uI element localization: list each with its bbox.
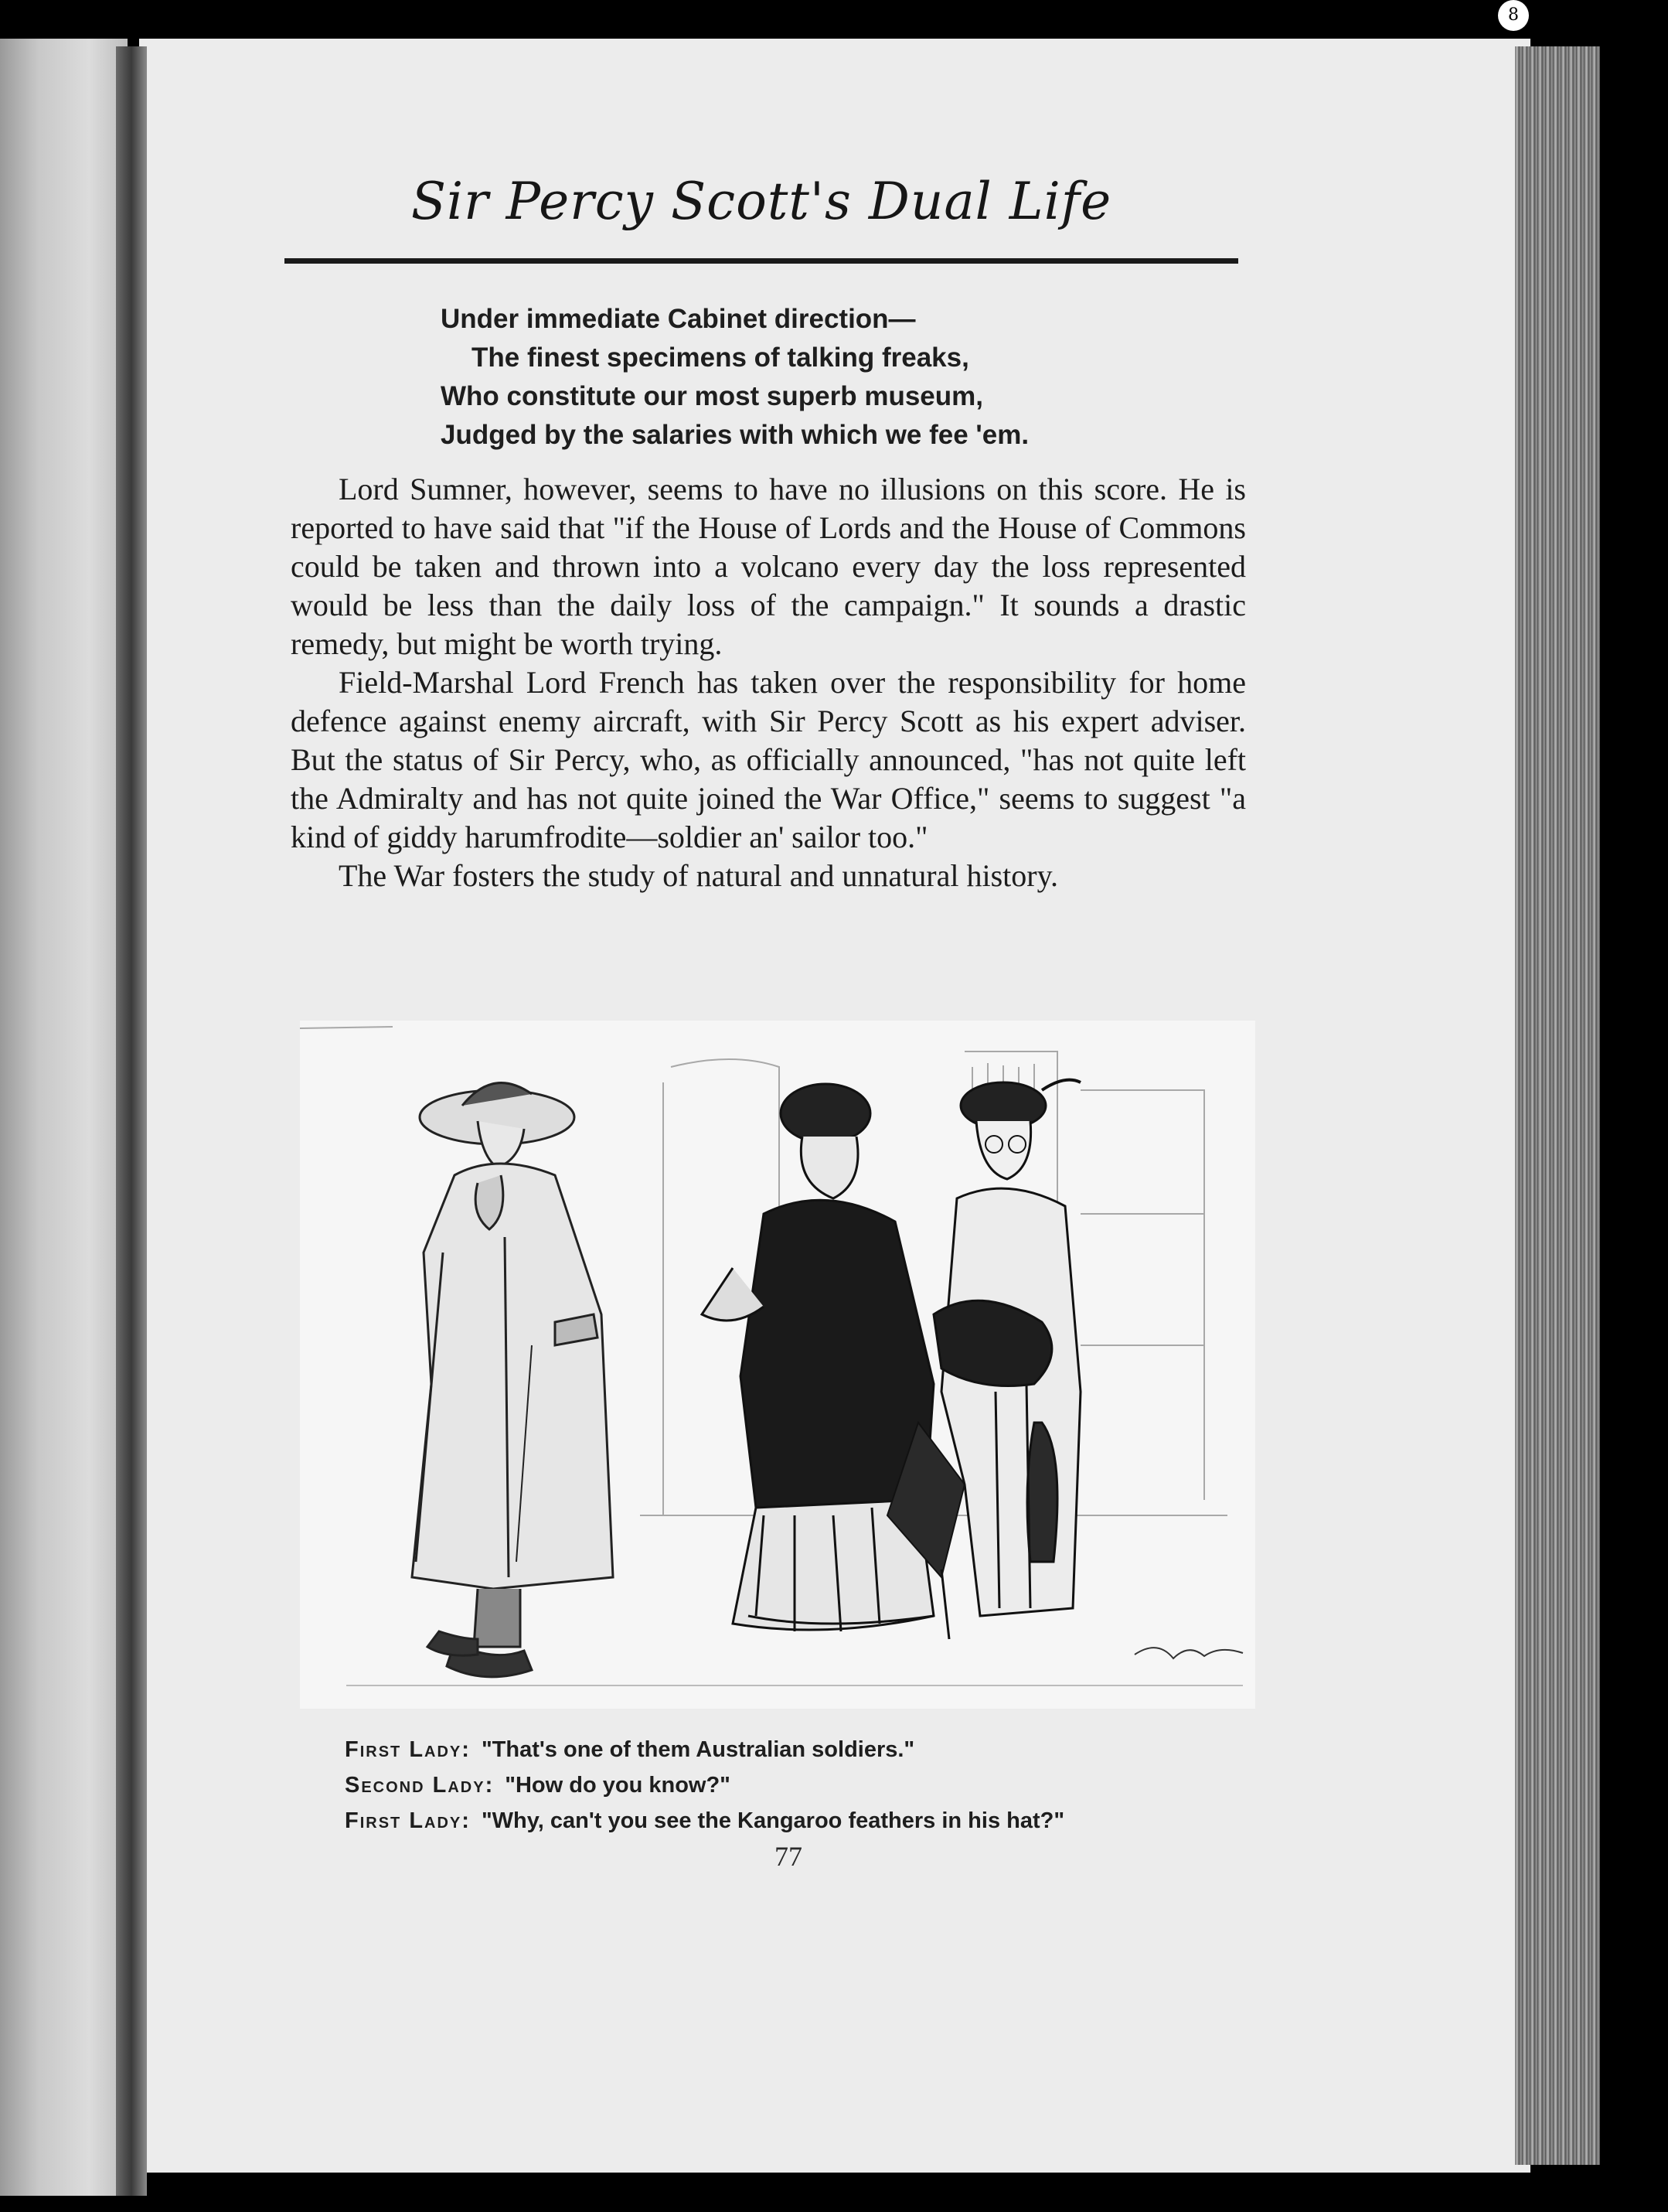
artist-signature <box>1135 1648 1243 1658</box>
page-number: 77 <box>774 1841 802 1872</box>
caption-speaker: Second Lady: <box>345 1773 495 1798</box>
illustration-caption <box>345 1732 1234 1839</box>
caption-speaker: First Lady: <box>345 1737 471 1762</box>
verse-line: Who constitute our most superb museum, <box>441 381 983 411</box>
body-text <box>291 470 1246 895</box>
caption-line <box>345 1732 1234 1767</box>
verse-block <box>441 300 1252 455</box>
paragraph: Lord Sumner, however, seems to have no illusions on this score. He is reported to have said that "if the House of Lords and the House of Commons could be taken and thrown into a volcano every day the loss represented would be less than the daily loss of the campaign." It sounds a drastic remedy, but might be worth trying. <box>291 472 1246 661</box>
first-lady-figure <box>702 1084 934 1631</box>
verse-line: Judged by the salaries with which we fee 'em. <box>441 420 1030 450</box>
caption-quote: "How do you know?" <box>505 1773 730 1798</box>
running-head: Sir Percy Scott's Dual Life <box>410 172 1112 231</box>
caption-speaker: First Lady: <box>345 1808 471 1833</box>
verse-line: The finest specimens of talking freaks, <box>471 343 969 373</box>
caption-line <box>345 1803 1234 1839</box>
corner-mark: 8 <box>1498 0 1529 31</box>
caption-quote: "That's one of them Australian soldiers." <box>481 1737 915 1762</box>
second-lady-figure <box>934 1080 1081 1616</box>
facing-page-edge <box>0 39 128 2196</box>
head-rule <box>284 258 1238 264</box>
book-gutter <box>116 46 147 2196</box>
paragraph: Field-Marshal Lord French has taken over the responsibility for home defence against enemy aircraft, with Sir Percy Scott as his expert adviser. But the status of Sir Percy, who, as officially announced, "has not quite left the Admiralty and has not quite joined the War Office," seems to suggest "a kind of giddy harumfrodite—soldier an' sailor too." <box>291 665 1246 854</box>
page-edges <box>1515 46 1600 2165</box>
verse-line: Under immediate Cabinet direction— <box>441 304 916 334</box>
caption-line <box>345 1767 1234 1803</box>
soldier-figure <box>412 1083 613 1677</box>
cartoon-drawing <box>300 1021 1255 1709</box>
caption-quote: "Why, can't you see the Kangaroo feathers in his hat?" <box>481 1808 1065 1833</box>
cartoon-illustration <box>300 1021 1255 1709</box>
paragraph: The War fosters the study of natural and unnatural history. <box>339 858 1058 893</box>
